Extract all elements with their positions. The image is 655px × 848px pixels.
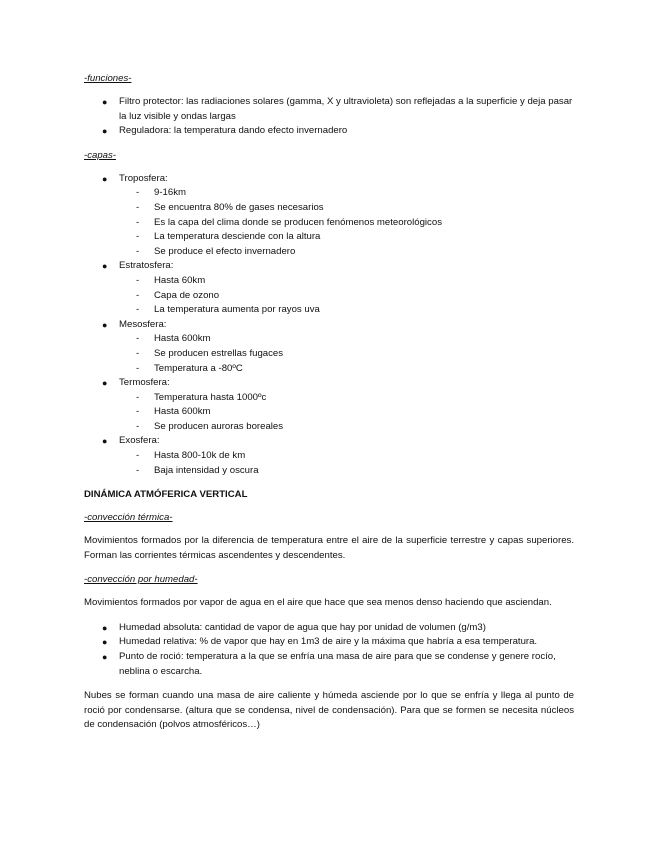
nubes-paragraph: Nubes se forman cuando una masa de aire caliente y húmeda asciende por lo que se enfría y llega al punto de roció por condensarse. (altura que se condensa, nivel de condensación). Para que se formen se necesita núcleos de condensación (polvos atmosféricos…) [84, 690, 574, 731]
sublist-item: - Hasta 60km [84, 274, 574, 289]
layer-item-troposfera: ● Troposfera: - 9-16km - Se encuentra 80% de gases necesarios - Es la capa del clima donde se producen fenómenos meteorológicos - La temperatura desciende con la altura - Se produce el efecto invernadero [84, 172, 574, 260]
list-item: ● Reguladora: la temperatura dando efecto invernadero [84, 124, 574, 139]
sublist-item: - 9-16km [84, 186, 574, 201]
dash-icon: - [136, 450, 140, 462]
sublist-item: - Hasta 800-10k de km [84, 449, 574, 464]
layer-item-estratosfera: ● Estratosfera: - Hasta 60km - Capa de ozono - La temperatura aumenta por rayos uva [84, 259, 574, 317]
sublist [119, 274, 574, 318]
bullet-icon: ● [102, 622, 108, 633]
conveccion-humedad-paragraph: Movimientos formados por vapor de agua en el aire que hace que sea menos denso haciendo que asciendan. [84, 597, 552, 609]
funciones-list [84, 95, 574, 139]
dash-icon: - [136, 289, 140, 301]
sublist-item: - Se producen auroras boreales [84, 420, 574, 435]
sublist-item: - Hasta 600km [84, 405, 574, 420]
capas-list [84, 172, 574, 478]
sublist-item: - Es la capa del clima donde se producen fenómenos meteorológicos [84, 216, 574, 231]
sublist-item: - Baja intensidad y oscura [84, 464, 574, 479]
dash-icon: - [136, 362, 140, 374]
list-item: ● Filtro protector: las radiaciones solares (gamma, X y ultravioleta) son reflejadas a la superficie y deja pasar la luz visible y ondas largas [102, 96, 573, 122]
bullet-icon: ● [102, 261, 108, 272]
layer-item-mesosfera: ● Mesosfera: - Hasta 600km - Se producen estrellas fugaces - Temperatura a -80ºC [84, 318, 574, 376]
list-item: ● Humedad relativa: % de vapor que hay en 1m3 de aire y la máxima que habría a esa temperatura. [84, 635, 574, 650]
dash-icon: - [136, 274, 140, 286]
dash-icon: - [136, 464, 140, 476]
sublist-item: - Se produce el efecto invernadero [84, 245, 574, 260]
dash-icon: - [136, 406, 140, 418]
bullet-icon: ● [102, 319, 108, 330]
layer-item-termosfera: ● Termosfera: - Temperatura hasta 1000ºc - Hasta 600km - Se producen auroras boreales [84, 376, 574, 434]
conveccion-termica-title: -convección térmica- [84, 512, 173, 524]
dash-icon: - [136, 245, 140, 257]
sublist-item: - Capa de ozono [84, 289, 574, 304]
dash-icon: - [136, 304, 140, 316]
sublist-item: - Hasta 600km [84, 332, 574, 347]
sublist [119, 449, 574, 478]
list-item: ● Punto de roció: temperatura a la que se enfría una masa de aire para que se condense y genere rocío, neblina o escarcha. [102, 650, 556, 677]
sublist [119, 391, 574, 435]
sublist [119, 332, 574, 376]
sublist-item: - Se encuentra 80% de gases necesarios [84, 201, 574, 216]
bullet-icon: ● [102, 97, 108, 107]
sublist-item: - Se producen estrellas fugaces [84, 347, 574, 362]
sublist [119, 186, 574, 259]
layer-item-exosfera: ● Exosfera: - Hasta 800-10k de km - Baja intensidad y oscura [84, 434, 574, 478]
dash-icon: - [136, 391, 140, 403]
humedad-list [84, 621, 574, 679]
dinamica-heading: DINÁMICA ATMÓFERICA VERTICAL [84, 489, 248, 501]
bullet-icon: ● [102, 651, 108, 662]
list-item: ● Humedad absoluta: cantidad de vapor de agua que hay por unidad de volumen (g/m3) [84, 621, 574, 636]
bullet-icon: ● [102, 436, 108, 447]
bullet-icon: ● [102, 637, 108, 648]
bullet-icon: ● [102, 173, 108, 184]
dash-icon: - [136, 420, 140, 432]
sublist-item: - Temperatura hasta 1000ºc [84, 391, 574, 406]
bullet-icon: ● [102, 378, 108, 389]
dash-icon: - [136, 231, 140, 243]
sublist-item: - Temperatura a -80ºC [84, 362, 574, 377]
dash-icon: - [136, 187, 140, 199]
sublist-item: - La temperatura aumenta por rayos uva [84, 303, 574, 318]
document-content [84, 72, 574, 743]
conveccion-termica-paragraph: Movimientos formados por la diferencia de temperatura entre el aire de la superficie terrestre y capas superiores. Forman las corrientes térmicas ascendentes y descendentes. [84, 535, 574, 561]
sublist-item: - La temperatura desciende con la altura [84, 230, 574, 245]
dash-icon: - [136, 216, 140, 228]
conveccion-humedad-title: -convección por humedad- [84, 574, 198, 586]
dash-icon: - [136, 333, 140, 345]
capas-title: -capas- [84, 149, 116, 161]
funciones-title: -funciones- [84, 73, 132, 84]
dash-icon: - [136, 347, 140, 359]
dash-icon: - [136, 201, 140, 213]
bullet-icon: ● [102, 126, 108, 137]
